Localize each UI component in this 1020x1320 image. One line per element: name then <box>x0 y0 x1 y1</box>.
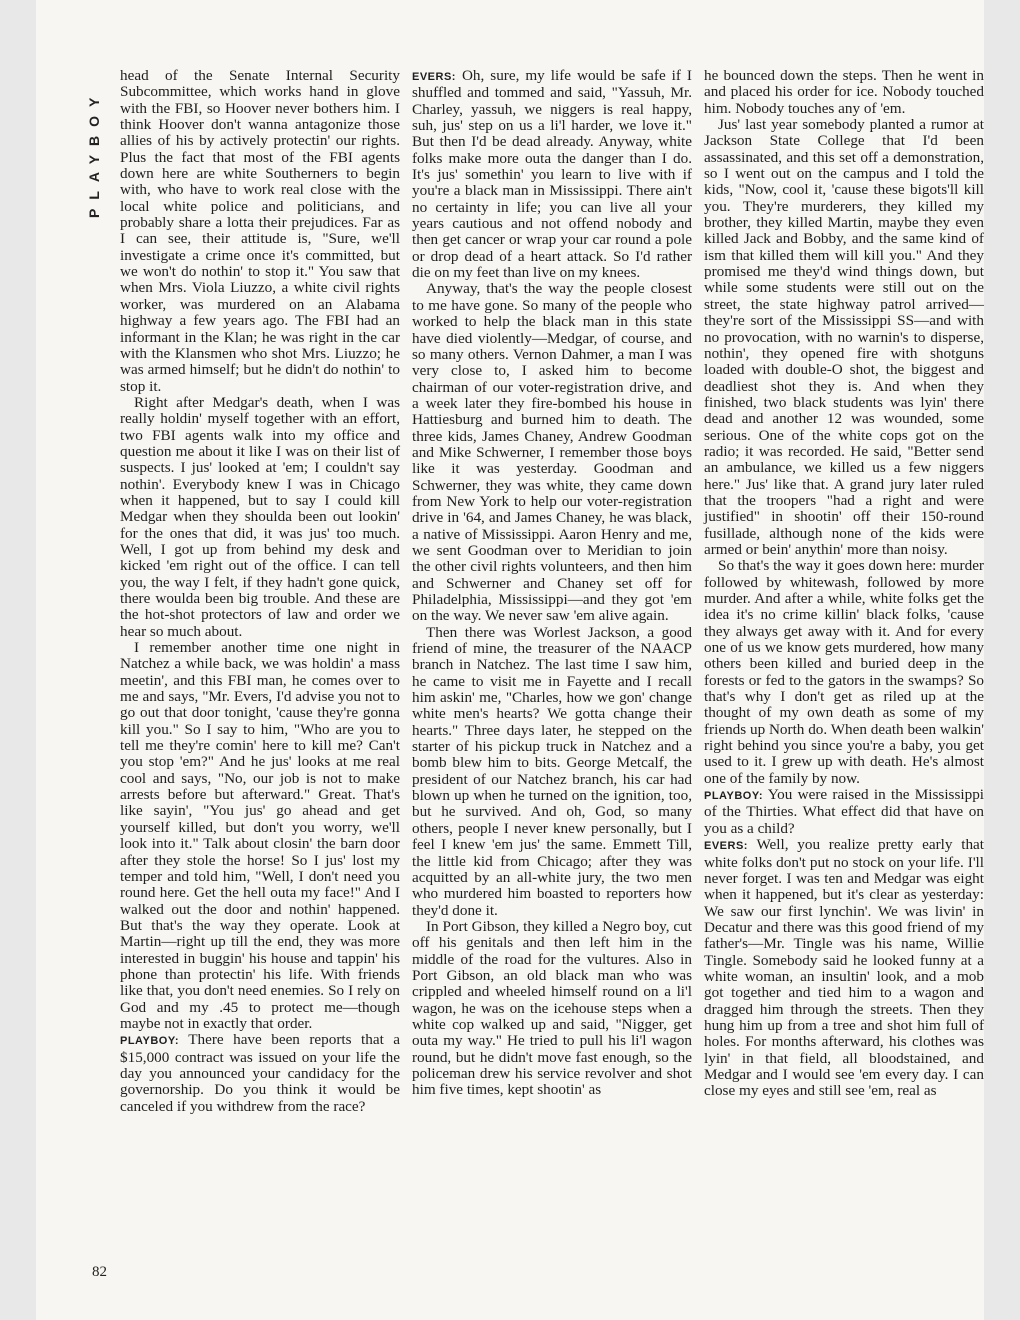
paragraph-text: I remember another time one night in Natchez a while back, we was holdin' a mass meetin', and this FBI man, he comes over to me and says, "Mr. Evers, I'd advise you not to go out that door tonight, 'cause they're gonna kill you." So I say to him, "Who are you to tell me they're comin' here to kill me? Can't you stop 'em?" And he jus' looks at me real cool and says, "No, our job is not to make arrests before but afterward." Great. That's like sayin', "You jus' go ahead and get yourself killed, but don't you worry, we'll look into it." Talk about closin' the barn door after they stole the horse! So I jus' lost my temper and told him, "Well, I don't need you round here. Get the hell outa my face!" And I walked out the door and nothin' happened. But that's the way they operate. Look at Martin—right up till the end, they was more interested in buggin' his house and tappin' his phone than protectin' his life. With friends like that, you don't need enemies. So I rely on God and my .45 to protect me—though maybe not in exactly that order. <box>120 639 400 1032</box>
playboy-masthead <box>86 68 106 238</box>
masthead-text: PLAYBOY <box>86 88 102 218</box>
qa-paragraph <box>412 68 692 281</box>
paragraph-text: In Port Gibson, they killed a Negro boy, cut off his genitals and then left him in the middle of the road for the vultures. Also in Port Gibson, an old black man who was crippled and wheeled himself round on a li'l wagon, he was on the icehouse steps when a white cop walked up and said, "Nigger, get outa my way." He tried to pull his li'l wagon round, but he didn't move fast enough, so the policeman drew his service revolver and shot him five times, kept shootin' as <box>412 917 692 1099</box>
speaker-label: EVERS: <box>412 71 456 83</box>
page-number: 82 <box>92 1264 107 1280</box>
body-paragraph <box>704 117 984 558</box>
magazine-page <box>36 0 984 1320</box>
paragraph-text: Anyway, that's the way the people closest to me have gone. So many of the people who worked to help the black man in this state have died violently—Medgar, of course, and so many others. Vernon Dahmer, a man I was very close to, I asked him to become chairman of our voter-registration drive, and a week later they fire-bombed his house in Hattiesburg and burned him to death. The three kids, James Chaney, Andrew Goodman and Mike Schwerner, I remember those boys like it was yesterday. Goodman and Schwerner, they was white, they came down from New York to help our voter-registration drive in '64, and James Chaney, he was black, a native of Mississippi. Aaron Henry and me, we sent Goodman over to Meridian to join the other civil rights volunteers, and then him and Schwerner and Chaney set off for Philadelphia, Mississippi—and they got 'em on the way. We never saw 'em alive again. <box>412 280 692 625</box>
body-paragraph <box>704 558 984 787</box>
qa-paragraph <box>120 1032 400 1115</box>
paragraph-text: Well, you realize pretty early that white folks don't put no stock on your life. I'll never forget. I was ten and Medgar was eight when it happened, but it's clear as yesterday: We saw our first lynchin'. We was livin' in Decatur and there was this good friend of my father's—Mr. Tingle was his name, Willie Tingle. Somebody said he looked funny at a white woman, an insultin' look, and a mob got together and tied him to a wagon and dragged him through the streets. Then they hung him up from a tree and shot him full of holes. For months afterward, his clothes was lyin' in that field, all bloodstained, and Medgar and I would see 'em every day. I can close my eyes and still see 'em, real as <box>704 836 984 1100</box>
speaker-label: PLAYBOY: <box>120 1035 180 1048</box>
body-paragraph <box>412 625 692 919</box>
speaker-label: EVERS: <box>704 840 748 853</box>
body-paragraph <box>120 395 400 640</box>
article-column-2 <box>412 68 692 1099</box>
paragraph-text: he bounced down the steps. Then he went in and placed his order for ice. Nobody touched him. Nobody touches any of 'em. <box>704 67 984 117</box>
paragraph-text: Right after Medgar's death, when I was really holdin' myself together with an effort, two FBI agents walk into my office and question me about it like I was on their list of suspects. I jus' looked at 'em; I couldn't say nothin'. Everybody knew I was in Chicago when it happened, but to say I could kill Medgar when they shoulda been out lookin' for the ones that did, it was jus' too much. Well, I got up from behind my desk and kicked 'em right out of the office. I can tell you, the way I felt, if they hadn't gone quick, there woulda been big trouble. And these are the hot-shot protectors of law and order we hear so much about. <box>120 393 400 640</box>
paragraph-text: Oh, sure, my life would be safe if I shuffled and tommed and said, "Yassuh, Mr. Charley, yassuh, we niggers is real happy, suh, jus' step on us a li'l harder, we love it." But then I'd be dead already. Anyway, white folks make more outa the danger than I do. It's jus' somethin' you learn to live with if you're a black man in Mississippi. There ain't no certainty in life; you can live all your years cautious and not offend nobody and then get cancer or wrap your car round a pole or drop dead of a heart attack. So I'd rather die on my feet than live on my knees. <box>412 67 692 282</box>
body-paragraph <box>412 281 692 624</box>
qa-paragraph <box>704 837 984 1100</box>
paragraph-text: Jus' last year somebody planted a rumor at Jackson State College that I'd been assassinated, and this set off a demonstration, so I went out on the campus and I told the kids, "Now, cool it, 'cause these bigots'll kill you. They're murderers, they killed my brother, they killed Martin, maybe they even killed Jack and Bobby, and the same kind of ism that killed them will kill you." And they promised me they'd wind things down, but while some students were still out on the street, the state highway patrol arrived—they're sort of the Mississippi SS—and with no provocation, with no warnin's to disperse, nothin', they opened fire with shotguns loaded with double-O shot, the biggest and deadliest shot they is. And when they finished, two black students was lyin' there dead and another 12 was wounded, some serious. One of the white cops got on the radio; it was recorded. He said, "Better send an ambulance, we killed us a few niggers here." Jus' like that. A grand jury later ruled that the troopers "had a right and were justified" in shootin' off their 150-round fusillade, although none of the kids were armed or bein' anythin' more than noisy. <box>704 116 984 558</box>
body-paragraph <box>412 919 692 1099</box>
paragraph-text: Then there was Worlest Jackson, a good friend of mine, the treasurer of the NAACP branch in Natchez. The last time I saw him, he came to visit me in Fayette and I recall him askin' me, "Charles, how we gon' change white men's hearts? We gotta change their hearts." Three days later, he stepped on the starter of his pickup truck in Natchez and a bomb blew him to bits. George Metcalf, the president of our Natchez branch, his car had blown up when he turned on the ignition, too, but he survived. And oh, God, so many others, people I never knew personally, but I feel I knew 'em jus' the same. Emmett Till, the little kid from Chicago; after they was acquitted by an all-white jury, the two men who murdered him boasted to reporters how they'd done it. <box>412 623 692 919</box>
article-column-3 <box>704 68 984 1100</box>
body-paragraph <box>120 68 400 395</box>
paragraph-text: head of the Senate Internal Security Subcommittee, which works hand in glove with the FBI, so Hoover never bothers him. I think Hoover don't wanna antagonize those allies of his by actively protectin' our rights. Plus the fact that most of the FBI agents down here are white Southerners to begin with, who have to work real close with the local white police and politicians, and probably share a lotta their prejudices. Far as I can see, their attitude is, "Sure, we'll investigate a crime once it's committed, but we won't do nothin' to stop it." You saw that when Mrs. Viola Liuzzo, a white civil rights worker, was murdered on an Alabama highway a few years ago. The FBI had an informant in the Klan; he was right in the car with the Klansmen who shot Mrs. Liuzzo; he was armed himself; but he didn't do nothin' to stop it. <box>120 67 400 395</box>
body-paragraph <box>704 68 984 117</box>
paragraph-text: You were raised in the Mississippi of the Thirties. What effect did that have on you as a child? <box>704 786 985 837</box>
article-column-1 <box>120 68 400 1115</box>
body-paragraph <box>120 640 400 1032</box>
paragraph-text: There have been reports that a $15,000 contract was issued on your life the day you announced your candidacy for the governorship. Do you think it would be canceled if you withdrew from the race? <box>120 1031 400 1115</box>
qa-paragraph <box>704 787 984 837</box>
speaker-label: PLAYBOY: <box>704 790 764 803</box>
paragraph-text: So that's the way it goes down here: murder followed by whitewash, followed by more murder. And after a while, white folks get the idea it's no crime killin' black folks, 'cause they always get away with it. And for every one of us we know gets murdered, how many others been killed and buried deep in the forests or fed to the gators in the swamps? So that's why I don't get as riled up at the thought of my own death as some of my friends up North do. When death been walkin' right behind you since you're a baby, you get used to it. I grew up with death. He's almost one of the family by now. <box>704 557 984 787</box>
